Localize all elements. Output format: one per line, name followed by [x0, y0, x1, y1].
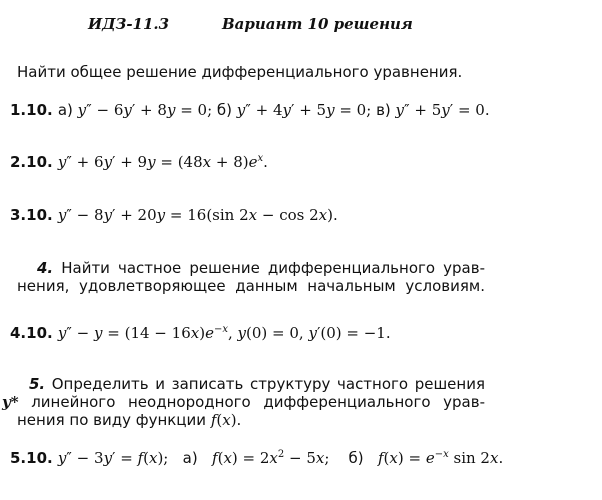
instruction-general-solution: Найти общее решение дифференциального уравнения. [17, 63, 463, 81]
equation-1a: а) y″ − 6y′ + 8y = 0; б) y″ + 4y′ + 5y = 0; в) y″ + 5y′ = 0. [57, 101, 490, 119]
equation-4: $y'' - y = (14 - 16x)e^{-x}$, y(0) = 0, y′(0) = −1. [57, 324, 391, 342]
instruction-structure-line3: нения по виду функции f(x). [17, 411, 242, 429]
equation-2: $y'' + 6y' + 9y = (48x + 8)e^x$. [57, 153, 268, 171]
task-number: 5.10. [10, 449, 53, 467]
equation-3: y″ − 8y′ + 20y = 16(sin 2x − cos 2x). [57, 206, 338, 224]
document-code: ИДЗ-11.3 [88, 15, 170, 33]
equation-5: y″ − 3y′ = f(x); а) $f(x) = 2x^2 - 5x$; б) $f(x) = e^{-x}$ sin 2x. [57, 449, 504, 467]
instruction-particular-solution-line2: нения, удовлетворяющее данным начальным условиям. [17, 277, 485, 295]
instruction-structure: 5. Определить и записать структуру частного решения [29, 375, 485, 393]
task-3-10 [10, 205, 338, 224]
instruction-structure-line2: y* линейного неоднородного дифференциального урав- [2, 393, 485, 411]
task-number: 2.10. [10, 153, 53, 171]
task-4-10 [10, 323, 391, 342]
task-2-10 [10, 152, 268, 171]
task-1-10 [10, 100, 490, 119]
variant-title: Вариант 10 решения [222, 15, 413, 33]
task-number: 3.10. [10, 206, 53, 224]
task-number: 1.10. [10, 101, 53, 119]
instruction-particular-solution: 4. Найти частное решение дифференциального урав- [37, 259, 485, 277]
task-5-10 [10, 448, 503, 467]
task-number: 4.10. [10, 324, 53, 342]
